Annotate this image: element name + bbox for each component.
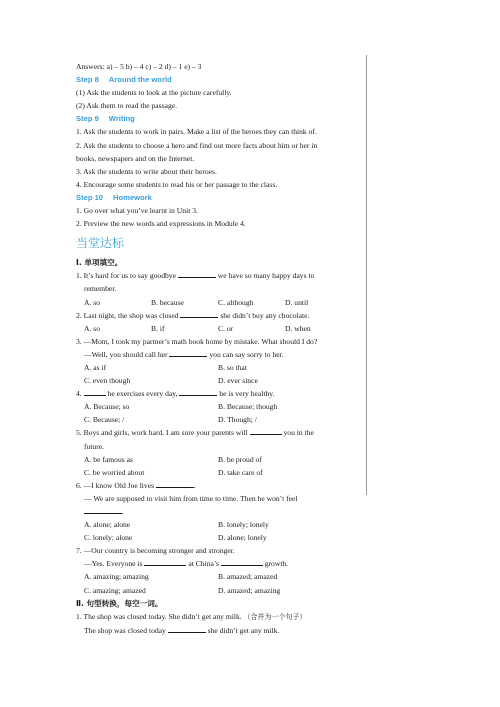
option[interactable]: A. Because; so <box>84 402 130 412</box>
option[interactable]: B. be proud of <box>218 454 262 464</box>
option[interactable]: D. amazed; amazing <box>218 585 281 595</box>
question-7-reply: —Yes. Everyone is at China’s growth. <box>84 559 289 569</box>
answer-blank[interactable] <box>156 479 194 488</box>
option[interactable]: A. so <box>84 297 101 307</box>
option[interactable]: B. Because; though <box>218 402 278 412</box>
question-5: 5. Boys and girls, work hard. I am sure your parents will you in the <box>76 428 314 438</box>
question-5-cont: future. <box>84 441 105 451</box>
step-title: Around the world <box>108 75 172 85</box>
option[interactable]: C. although <box>218 297 254 307</box>
option[interactable]: D. when <box>285 323 311 333</box>
part1-heading: Ⅰ. 单项填空。 <box>76 258 123 268</box>
answers-line: Answers: a) – 5 b) – 4 c) – 2 d) – 1 e) – 3 <box>76 62 202 71</box>
question-6-options-2 <box>76 531 366 544</box>
question-4-options-1 <box>76 400 366 413</box>
question-4: 4. he exercises every day, he is very healthy. <box>76 389 275 399</box>
option[interactable]: C. lonely; alone <box>84 533 133 543</box>
option[interactable]: B. so that <box>218 362 247 372</box>
option[interactable]: B. amazed; amazed <box>218 572 278 582</box>
instruction-note: （合并为一个句子） <box>243 612 307 621</box>
part2-heading: Ⅱ. 句型转换，每空一词。 <box>76 598 163 608</box>
option[interactable]: C. be worried about <box>84 467 145 477</box>
option[interactable]: A. as if <box>84 362 107 372</box>
option[interactable]: C. amazing; amazed <box>84 585 146 595</box>
answer-blank[interactable] <box>221 557 263 566</box>
step9-item-2-cont: books, newspapers and on the Internet. <box>76 153 195 163</box>
answer-blank[interactable] <box>250 426 282 435</box>
step9-item-1: 1. Ask the students to work in pairs. Make a list of the heroes they can think of. <box>76 127 317 137</box>
question-3-options-2 <box>76 374 366 387</box>
step-title: Writing <box>108 114 135 124</box>
question-2-options <box>76 322 366 335</box>
answer-blank[interactable] <box>84 505 122 514</box>
answer-blank[interactable] <box>179 387 217 396</box>
option[interactable]: D. Though; / <box>218 415 257 425</box>
document-page <box>76 60 366 637</box>
part2-question-1: 1. The shop was closed today. She didn’t get any milk. （合并为一个句子） <box>76 611 307 621</box>
answer-blank[interactable] <box>178 269 216 278</box>
step9-item-3: 3. Ask the students to write about their heroes. <box>76 166 217 176</box>
step8-heading <box>76 73 366 86</box>
question-1: 1. It’s hard for us to say goodbye we have so many happy days to <box>76 271 315 281</box>
option[interactable]: A. so <box>84 323 101 333</box>
question-3-reply: —Well, you should call her you can say sorry to her. <box>84 349 284 359</box>
option[interactable]: D. until <box>285 297 309 307</box>
question-2: 2. Last night, the shop was closed she didn’t buy any chocolate. <box>76 310 310 320</box>
answer-blank[interactable] <box>84 387 106 396</box>
step10-heading <box>76 191 366 204</box>
step-number: Step 9 <box>76 114 99 124</box>
step8-item-2: (2) Ask them to read the passage. <box>76 101 178 111</box>
question-1-options <box>76 296 366 309</box>
option[interactable]: C. or <box>218 323 234 333</box>
step9-item-2: 2. Ask the students to choose a hero and find out more facts about him or her in <box>76 140 318 150</box>
option[interactable]: B. lonely; lonely <box>218 520 269 530</box>
question-7: 7. —Our country is becoming stronger and stronger. <box>76 546 235 556</box>
question-3: 3. —Mom, I took my partner’s math book home by mistake. What should I do? <box>76 336 318 346</box>
option[interactable]: D. take care of <box>218 467 263 477</box>
part2-question-1-answer: The shop was closed today she didn’t get any milk. <box>84 625 280 635</box>
option[interactable]: D. ever since <box>218 376 258 386</box>
answer-blank[interactable] <box>169 348 207 357</box>
question-5-options-1 <box>76 453 366 466</box>
question-4-options-2 <box>76 413 366 426</box>
step10-item-1: 1. Go over what you’ve learnt in Unit 3. <box>76 206 198 216</box>
option[interactable]: A. amazing; amazing <box>84 572 149 582</box>
option[interactable]: A. alone; alone <box>84 520 131 530</box>
answer-blank[interactable] <box>144 557 186 566</box>
step-number: Step 8 <box>76 75 99 85</box>
option[interactable]: C. Because; / <box>84 415 125 425</box>
question-6-reply-cont: . <box>76 505 366 518</box>
option[interactable]: C. even though <box>84 376 131 386</box>
step9-heading <box>76 112 366 125</box>
question-7-options-2 <box>76 584 366 597</box>
step-number: Step 10 <box>76 192 104 202</box>
step10-item-2: 2. Preview the new words and expressions in Module 4. <box>76 219 246 229</box>
option[interactable]: B. because <box>151 297 184 307</box>
question-6: 6. —I know Old Joe lives . <box>76 480 196 490</box>
answer-blank[interactable] <box>180 309 218 318</box>
section-title: 当堂达标 <box>76 236 125 251</box>
answer-blank[interactable] <box>168 624 206 633</box>
question-6-reply: — We are supposed to visit him from time to time. Then he won’t feel <box>84 493 298 503</box>
question-1-cont: remember. <box>84 284 117 294</box>
margin-rule <box>366 55 367 495</box>
question-7-options-1 <box>76 570 366 583</box>
option[interactable]: B. if <box>151 323 165 333</box>
option[interactable]: A. be famous as <box>84 454 133 464</box>
step8-item-1: (1) Ask the students to look at the picture carefully. <box>76 88 232 98</box>
question-6-options-1 <box>76 518 366 531</box>
step9-item-4: 4. Encourage some students to read his or her passage to the class. <box>76 179 278 189</box>
question-5-options-2 <box>76 466 366 479</box>
step-title: Homework <box>113 192 152 202</box>
option[interactable]: D. alone; lonely <box>218 533 267 543</box>
question-3-options-1 <box>76 361 366 374</box>
